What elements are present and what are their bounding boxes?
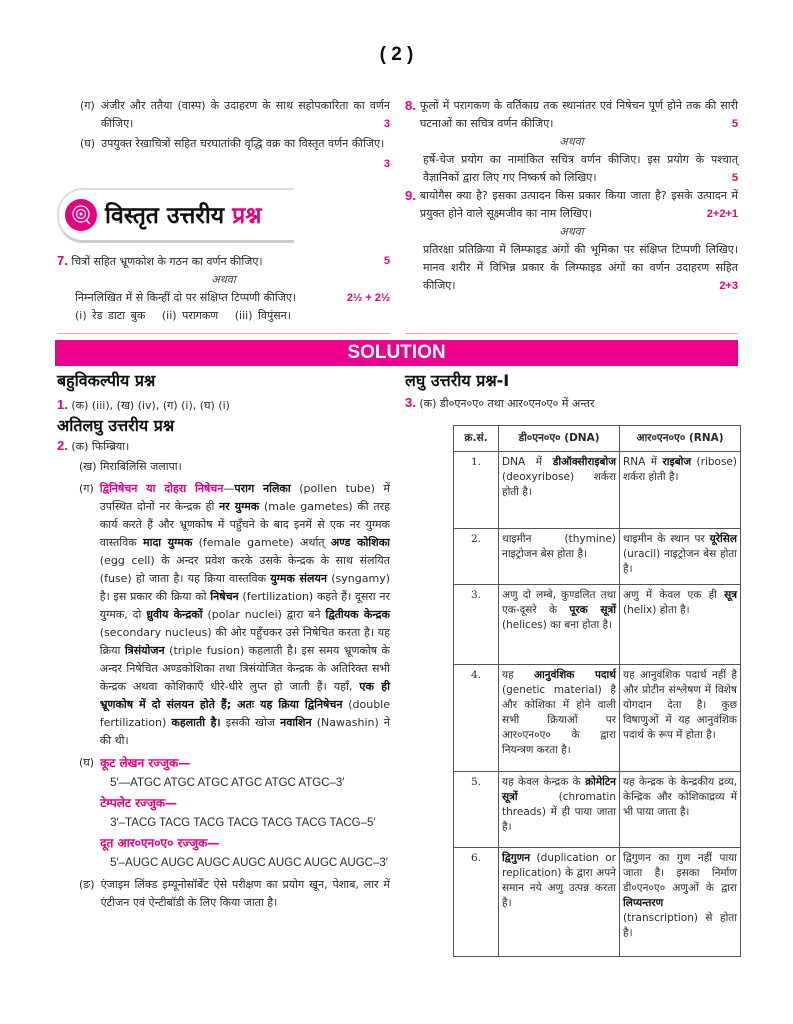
bold-term: ध्रुवीय केन्द्रकों — [146, 608, 203, 621]
text-segment: अणु दो लम्बे, कुण्डलित तथा एक-दूसरे के — [502, 589, 616, 616]
text-segment: इसकी खोज — [220, 716, 281, 729]
bold-term: पराग नलिका — [234, 482, 291, 495]
question-6-ga: (ग) अंजीर और ततैया (वास्प) के उदाहरण के साथ सहोपकारिता का वर्णन कीजिए। 3 — [80, 97, 390, 133]
dna-cell — [499, 452, 620, 529]
table-row — [454, 848, 741, 957]
text-segment: (secondary nucleus) की ओर पहुँचकर उसे निषेचित करता है। यह क्रिया — [99, 626, 390, 657]
bold-term: कहलाती है। — [171, 716, 221, 729]
bold-term: मादा युग्मक — [143, 536, 193, 549]
section-title: विस्तृत उत्तरीय प्रश्न — [105, 203, 262, 229]
dna-cell — [499, 665, 620, 772]
dna-cell — [499, 848, 620, 957]
dna-cell — [499, 772, 620, 848]
bold-term: नवाशिन — [280, 716, 312, 729]
text-segment: (syngamy) है। इस प्रकार की क्रिया को — [99, 572, 390, 603]
target-search-icon — [65, 199, 97, 231]
answer-gha: (घ) कूट लेखन रज्जुक— 5′—ATGC ATGC ATGC ATGC ATGC ATGC–3′ टेम्पलेट रज्जुक— 3′–TACG TACG TACG TACG TACG TACG TACG–5′ दूत आर०एन०ए० रज्जुक— 5′–AUGC AUGC AUGC AUGC AUGC AUGC AUGC–3′ — [57, 754, 390, 874]
column-header: क्र.सं. — [454, 426, 499, 452]
text-segment: (helix) होता है। — [623, 604, 690, 616]
text-segment: (male gametes) की तरह कार्य करते हैं और भ्रूणकोष में पहुँचने के बाद इनमें से एक नर युग्मक वास्तविक — [99, 500, 391, 549]
divider — [57, 333, 390, 334]
bold-term: निषेचन — [210, 590, 239, 603]
serial-number: 5. — [454, 772, 499, 848]
divider — [405, 333, 738, 334]
table-header-row — [454, 426, 741, 452]
text-segment: (Nawashin) ने की थी। — [99, 716, 390, 747]
dna-sequence: 3′–TACG TACG TACG TACG TACG TACG TACG–5′ — [110, 817, 376, 829]
column-header: डी०एन०ए० (DNA) — [499, 426, 620, 452]
table-row — [454, 772, 741, 848]
text-segment: — — [223, 482, 235, 495]
text-segment: यह आनुवंशिक पदार्थ नहीं है और प्रोटीन संश्लेषण में विशेष योगदान देता है। कुछ विषाणुओं में यह आनुवंशिक पदार्थ के रूप में होता है। — [623, 669, 737, 741]
text-segment: यह केन्द्रक के केन्द्रकीय द्रव्य, केन्द्रिक और कोशिकाद्रव्य में भी पाया जाता है। — [623, 776, 737, 818]
bold-term: डीऑक्सीराइबोज — [552, 456, 616, 468]
vsa-heading: अतिलघु उत्तरीय प्रश्न — [57, 416, 175, 435]
text-segment: (egg cell) के अन्दर प्रवेश करके उसके केन्द्रक के साथ संलयित (fuse) हो जाता है। यह क्रिया वास्तविक — [99, 554, 390, 585]
text-segment: यह — [502, 669, 535, 681]
table-row — [454, 665, 741, 772]
table-row — [454, 585, 741, 665]
text-segment: थाइमीन के स्थान पर — [623, 533, 710, 545]
bold-term: आनुवंशिक पदार्थ — [534, 669, 616, 681]
text-segment: यह केवल केन्द्रक के — [502, 776, 586, 788]
text-segment: अणु में केवल एक ही — [623, 589, 725, 601]
table-row — [454, 452, 741, 529]
serial-number: 3. — [454, 585, 499, 665]
bold-term: नर युग्मक — [219, 500, 260, 513]
text-segment: (triple fusion) कहलाती है। इस समय भ्रूणकोष के अन्दर निषेचित अण्डकोशिका तथा त्रिसंयोजित केन्द्रक के अतिरिक्त सभी केन्द्रक अथवा कोशिकाएँ धीरे-धीरे लुप्त हो जाती हैं। यहाँ, — [99, 644, 390, 693]
question-6-parts — [80, 97, 390, 173]
text-segment: DNA में — [502, 456, 553, 468]
answer-ga-text — [100, 480, 390, 750]
bold-term: द्वितीयक केन्द्रक — [325, 608, 390, 621]
question-7: 7. चित्रों सहित भ्रूणकोश के गठन का वर्णन कीजिए। 5 अथवा निम्नलिखित में से किन्हीं दो पर संक्षिप्त टिप्पणी कीजिए। 2½ + 2½ (i) रेड डाटा बुक (ii) परागकण (iii) विपुंसन। — [57, 253, 390, 322]
rna-cell — [620, 665, 741, 772]
text-segment: (polar nuclei) द्वारा बने — [202, 608, 326, 621]
text-segment: (deoxyribose) शर्करा होती है। — [502, 471, 616, 498]
text-segment: (double fertilization) — [99, 698, 391, 729]
table-row — [454, 529, 741, 585]
text-segment: (chromatin threads) में ही पाया जाता है। — [502, 791, 616, 833]
rna-sequence: 5′–AUGC AUGC AUGC AUGC AUGC AUGC AUGC–3′ — [110, 857, 388, 869]
dna-cell — [499, 585, 620, 665]
rna-cell — [620, 585, 741, 665]
question-9: 9. बायोगैस क्या है? इसका उत्पादन किस प्रकार किया जाता है? इसके उत्पादन में प्रयुक्त होने वाले सूक्ष्मजीव का नाम लिखिए। 2+2+1 — [405, 188, 738, 220]
question-8: 8. फूलों में परागकण के वर्तिकाग्र तक स्थानांतर एवं निषेचन पूर्ण होने तक की सारी घटनाओं का सचित्र वर्णन कीजिए। 5 — [405, 98, 738, 130]
serial-number: 1. — [454, 452, 499, 529]
bold-term: त्रिसंयोजन — [124, 644, 165, 657]
text-segment: RNA में — [623, 456, 663, 468]
bold-term: यूरेसिल — [709, 533, 737, 545]
rna-cell — [620, 529, 741, 585]
mcq-heading: बहुविकल्पीय प्रश्न — [57, 371, 156, 390]
dna-sequence: 5′—ATGC ATGC ATGC ATGC ATGC ATGC–3′ — [110, 777, 345, 789]
dna-cell — [499, 529, 620, 585]
bold-term: लिप्यन्तरण — [623, 897, 664, 909]
serial-number: 6. — [454, 848, 499, 957]
bold-term: क्रोमेटिन सूत्रों — [502, 776, 616, 803]
text-segment: (duplication or replication) के द्वारा अपने समान नये अणु उत्पन्न करता है। — [502, 852, 616, 909]
bold-term: एक ही भ्रूणकोष में दो संलयन होते हैं; अतः यह क्रिया द्विनिषेचन — [99, 680, 391, 711]
section-banner-long-answer — [57, 188, 294, 243]
serial-number: 2. — [454, 529, 499, 585]
solution-banner: SOLUTION — [55, 340, 738, 366]
or-divider: अथवा — [211, 273, 236, 286]
text-segment: (pollen tube) में उपस्थित दोनों नर केन्द्रक ही — [99, 482, 391, 513]
text-segment: (female gamete) अर्थात् — [192, 536, 331, 549]
text-segment: (genetic material) है और कोशिका में होने वाली सभी क्रियाओं पर आर०एन०ए० के द्वारा नियन्त्रण करता है। — [502, 684, 616, 756]
answer-ga: (ग) द्विनिषेचन या दोहरा निषेचन—पराग नलिका (pollen tube) में उपस्थित दोनों नर केन्द्रक ही नर युग्मक (male gametes) की तरह कार्य करते हैं और भ्रूणकोष में पहुँचने के बाद इनमें से एक नर युग्मक वास्तविक मादा युग्मक (female gamete) अर्थात् अण्ड कोशिका (egg cell) के अन्दर प्रवेश करके उसके केन्द्रक के साथ संलयित (fuse) हो जाता है। यह क्रिया वास्तविक युग्मक संलयन (syngamy) है। इस प्रकार की क्रिया को निषेचन (fertilization) कहते हैं। दूसरा नर युग्मक, दो ध्रुवीय केन्द्रकों (polar nuclei) द्वारा बने द्वितीयक केन्द्रक (secondary nucleus) की ओर पहुँचकर उसे निषेचित करता है। यह क्रिया त्रिसंयोजन (triple fusion) कहलाती है। इस समय भ्रूणकोष के अन्दर निषेचित अण्डकोशिका तथा त्रिसंयोजित केन्द्रक के अतिरिक्त सभी केन्द्रक अथवा कोशिकाएँ धीरे-धीरे लुप्त हो जाती हैं। यहाँ, एक ही भ्रूणकोष में दो संलयन होते हैं; अतः यह क्रिया द्विनिषेचन (double fertilization) कहलाती है। इसकी खोज नवाशिन (Nawashin) ने की थी। — [57, 480, 390, 750]
bold-term: राइबोज — [662, 456, 692, 468]
text-segment: (transcription) से होता है। — [623, 912, 737, 939]
text-segment: द्विगुणन का गुण नहीं पाया जाता है। इसका निर्माण डी०एन०ए० अणुओं के द्वारा — [623, 852, 737, 894]
column-header: आर०एन०ए० (RNA) — [620, 426, 741, 452]
mcq-answer: (क) (iii), (ख) (iv), (ग) (i), (घ) (i) — [71, 399, 230, 412]
solutions-right: लघु उत्तरीय प्रश्न-I 3. (क) डी०एन०ए० तथा आर०एन०ए० में अन्तर — [405, 372, 740, 413]
bold-term: पूरक सूत्रों — [569, 604, 616, 616]
bold-term: अण्ड कोशिका — [330, 536, 390, 549]
marks: 3 — [383, 118, 390, 130]
marks: 3 — [383, 158, 390, 170]
question-6-gha: (घ) उपयुक्त रेखाचित्रों सहित चरघातांकी वृद्धि वक्र का विस्तृत वर्णन कीजिए। 3 — [80, 135, 390, 173]
text-segment: (ribose) शर्करा होती है। — [623, 456, 737, 483]
option: (i) रेड डाटा बुक — [75, 309, 146, 322]
answer-nga: (ङ) एंजाइम लिंक्ड इम्यूनोसॉर्बेंट ऐसे परीक्षण का प्रयोग खून, पेशाब, लार में एंटीजन एवं ऐन्टीबॉडी के लिए किया जाता है। — [79, 878, 390, 909]
sa1-heading: लघु उत्तरीय प्रश्न-I — [405, 371, 510, 390]
serial-number: 4. — [454, 665, 499, 772]
questions-8-9: 8. फूलों में परागकण के वर्तिकाग्र तक स्थानांतर एवं निषेचन पूर्ण होने तक की सारी घटनाओं का सचित्र वर्णन कीजिए। 5 अथवा हर्षे-चेज प्रयोग का नामांकित सचित्र वर्णन कीजिए। इस प्रयोग के पश्चात् वैज्ञानिकों द्वारा लिए गए निष्कर्ष को लिखिए। 5 9. बायोगैस क्या है? इसका उत्पादन किस प्रकार किया जाता है? इसके उत्पादन में प्रयुक्त होने वाले सूक्ष्मजीव का नाम लिखिए। 2+2+1 अथवा प्रतिरक्षा प्रतिक्रिया में लिम्फाइड अंगों की भूमिका पर संक्षिप्त टिप्पणी लिखिए। मानव शरीर में विभिन्न प्रकार के लिम्फाइड अंगों का वर्णन उदाहरण सहित कीजिए। 2+3 — [405, 98, 738, 292]
page-number: ( 2 ) — [379, 44, 414, 65]
text-segment: (fertilization) कहते हैं। दूसरा नर युग्मक, दो — [99, 590, 390, 621]
bold-term: युग्मक संलयन — [270, 572, 327, 585]
rna-cell — [620, 772, 741, 848]
text-segment: थाइमीन (thymine) नाइट्रोजन बेस होता है। — [502, 533, 616, 560]
dna-rna-comparison-table — [453, 425, 741, 957]
bold-term: द्विगुणन — [502, 852, 531, 864]
option: (ii) परागकण — [161, 309, 219, 322]
bold-term: सूत्र — [724, 589, 737, 601]
text-segment: (helices) का बना होता है। — [502, 619, 613, 631]
option: (iii) विपुंसन। — [234, 309, 291, 322]
rna-cell — [620, 848, 741, 957]
solutions-left: बहुविकल्पीय प्रश्न 1. (क) (iii), (ख) (iv), (ग) (i), (घ) (i) अतिलघु उत्तरीय प्रश्न 2. (क) फिम्ब्रिया। (ख) मिराबिलिसि जलापा। (ग) द्विनिषेचन या दोहरा निषेचन—पराग नलिका (pollen tube) में उपस्थित दोनों नर केन्द्रक ही नर युग्मक (male gametes) की तरह कार्य करते हैं और भ्रूणकोष में पहुँचने के बाद इनमें से एक नर युग्मक वास्तविक मादा युग्मक (female gamete) अर्थात् अण्ड कोशिका (egg cell) के अन्दर प्रवेश करके उसके केन्द्रक के साथ संलयित (fuse) हो जाता है। यह क्रिया वास्तविक युग्मक संलयन (syngamy) है। इस प्रकार की क्रिया को निषेचन (fertilization) कहते हैं। दूसरा नर युग्मक, दो ध्रुवीय केन्द्रकों (polar nuclei) द्वारा बने द्वितीयक केन्द्रक (secondary nucleus) की ओर पहुँचकर उसे निषेचित करता है। यह क्रिया त्रिसंयोजन (triple fusion) कहलाती है। इस समय भ्रूणकोष के अन्दर निषेचित अण्डकोशिका तथा त्रिसंयोजित केन्द्रक के अतिरिक्त सभी केन्द्रक अथवा कोशिकाएँ धीरे-धीरे लुप्त हो जाती हैं। यहाँ, एक ही भ्रूणकोष में दो संलयन होते हैं; अतः यह क्रिया द्विनिषेचन (double fertilization) कहलाती है। इसकी खोज नवाशिन (Nawashin) ने की थी। (घ) कूट लेखन रज्जुक— 5′—ATGC ATGC ATGC ATGC ATGC ATGC–3′ टेम्पलेट रज्जुक— 3′–TACG TACG TACG TACG TACG TACG TACG–5′ दूत आर०एन०ए० रज्जुक— 5′–AUGC AUGC AUGC AUGC AUGC AUGC AUGC–3′ (ङ) एंजाइम लिंक्ड इम्यूनोसॉर्बेंट ऐसे परीक्षण का प्रयोग खून, पेशाब, लार में एंटीजन एवं ऐन्टीबॉडी के लिए किया जाता है। — [57, 372, 390, 912]
rna-cell — [620, 452, 741, 529]
text-segment: (uracil) नाइट्रोजन बेस होता है। — [623, 548, 737, 575]
highlight-term: द्विनिषेचन या दोहरा निषेचन — [99, 482, 224, 495]
